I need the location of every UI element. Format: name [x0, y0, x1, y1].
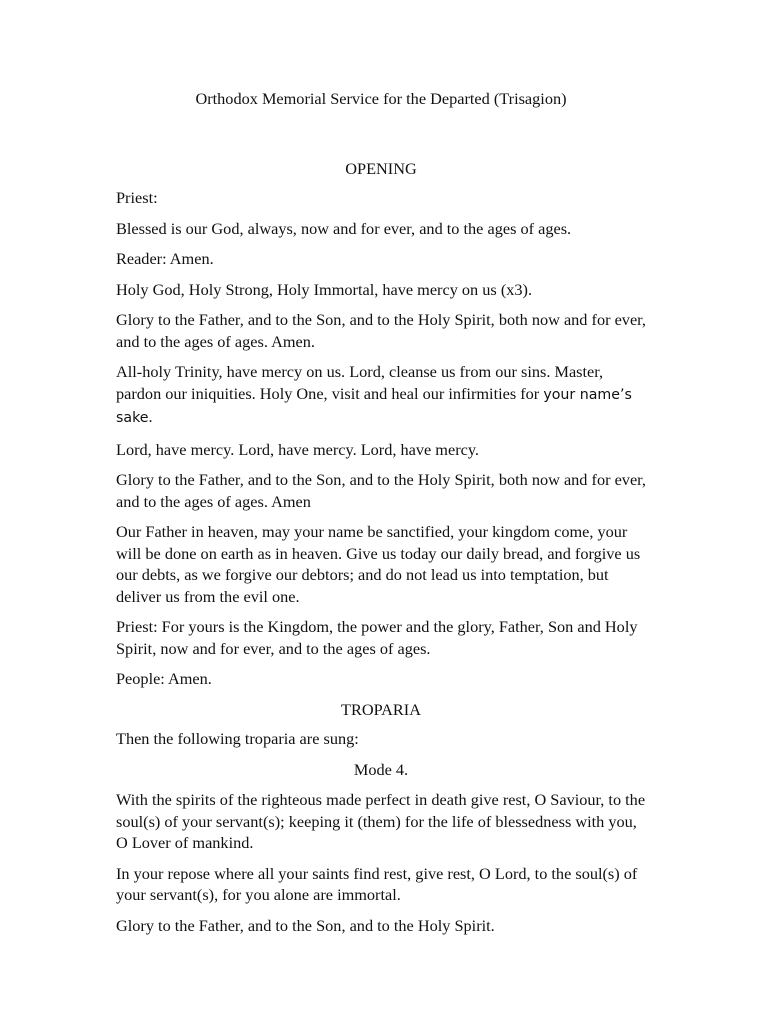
- paragraph-holy-god: Holy God, Holy Strong, Holy Immortal, have mercy on us (x3).: [116, 279, 533, 299]
- paragraph-glory-1: Glory to the Father, and to the Son, and to the Holy Spirit, both now and for ever, and to the ages of ages. Amen.: [116, 310, 647, 351]
- paragraph-all-holy-trinity: [116, 361, 646, 430]
- paragraph-lord-have-mercy: Lord, have mercy. Lord, have mercy. Lord, have mercy.: [116, 439, 479, 459]
- paragraph-mode: Mode 4.: [353, 759, 409, 779]
- document-page: [116, 88, 646, 945]
- paragraph-all-holy-trinity-tail: your name’s sake: [116, 386, 632, 426]
- paragraph-blessed: Blessed is our God, always, now and for ever, and to the ages of ages.: [116, 218, 572, 238]
- section-heading-troparia: TROPARIA: [341, 699, 421, 719]
- paragraph-spirits-righteous: With the spirits of the righteous made perfect in death give rest, O Saviour, to the soul(s) of your servant(s); keeping it (them) for the life of blessedness with you, O Lover of mankind.: [116, 790, 646, 852]
- paragraph-all-holy-trinity-main: All-holy Trinity, have mercy on us. Lord, cleanse us from our sins. Master, pardon our iniquities. Holy One, visit and heal our infirmities for: [116, 362, 604, 403]
- document-title: Orthodox Memorial Service for the Departed (Trisagion): [195, 89, 567, 108]
- paragraph-people-amen: People: Amen.: [116, 669, 212, 688]
- paragraph-our-father: Our Father in heaven, may your name be sanctified, your kingdom come, your will be done on earth as in heaven. Give us today our daily bread, and forgive us our debts, as we forgive our debtors; and do not lead us into temptation, but deliver us from the evil one.: [116, 522, 641, 606]
- paragraph-priest-label: Priest:: [116, 188, 158, 207]
- section-heading-opening: OPENING: [345, 158, 417, 178]
- paragraph-troparia-intro: Then the following troparia are sung:: [116, 729, 359, 748]
- paragraph-priest-kingdom: Priest: For yours is the Kingdom, the power and the glory, Father, Son and Holy Spirit, now and for ever, and to the ages of ages.: [116, 617, 638, 658]
- paragraph-glory-3: Glory to the Father, and to the Son, and to the Holy Spirit.: [116, 915, 495, 935]
- paragraph-your-repose: In your repose where all your saints find rest, give rest, O Lord, to the soul(s) of your servant(s), for you alone are immortal.: [116, 863, 638, 904]
- paragraph-all-holy-trinity-end: .: [148, 407, 153, 426]
- paragraph-glory-2: Glory to the Father, and to the Son, and to the Holy Spirit, both now and for ever, and to the ages of ages. Amen: [116, 470, 647, 511]
- paragraph-reader-amen: Reader: Amen.: [116, 249, 214, 268]
